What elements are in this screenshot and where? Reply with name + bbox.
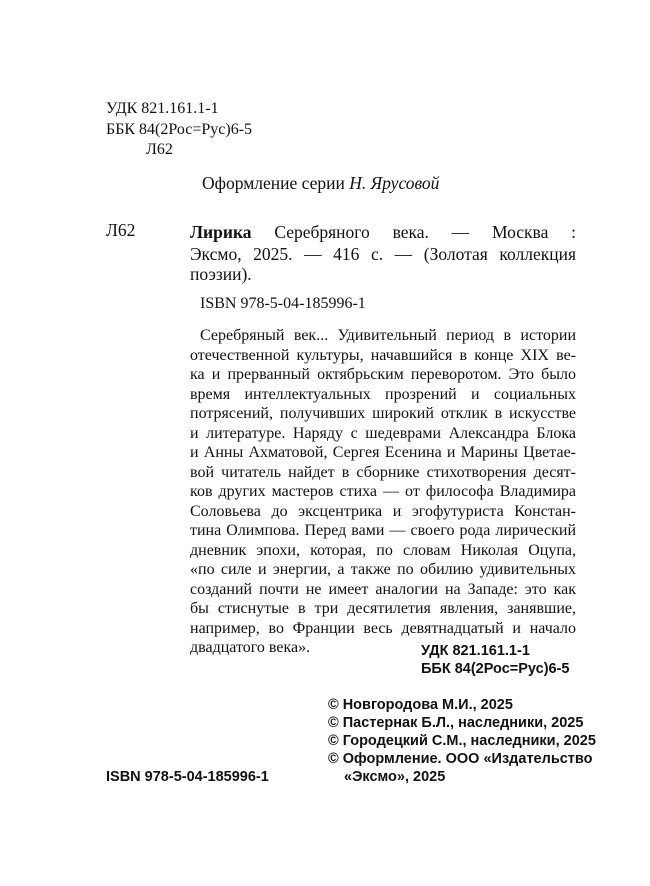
series-designer-name: Н. Ярусовой xyxy=(349,173,440,193)
series-design-credit xyxy=(202,174,439,193)
copyright-line: © Оформление. ООО «Издательство xyxy=(328,751,593,767)
annotation-line: потрясений, получивших широкий отклик в искусстве xyxy=(190,405,576,422)
annotation-line: ка и прерванный октябрьским переворотом. Это было xyxy=(190,366,576,383)
annotation-line: ков других мастеров стиха — от философа Владимира xyxy=(190,483,576,500)
series-design-label: Оформление серии xyxy=(202,173,345,193)
annotation-line: время интеллектуальных прозрений и социальных xyxy=(190,385,576,403)
bottom-udk-code: УДК 821.161.1-1 xyxy=(421,643,530,659)
annotation-line: «по силе и энергии, а также по обилию удивительных xyxy=(190,561,576,578)
bottom-bbk-code: ББК 84(2Рос=Рус)6-5 xyxy=(421,661,570,677)
copyright-line: © Новгородова М.И., 2025 xyxy=(328,697,513,713)
annotation-line: бы стиснутые в три десятилетия явления, занявшие, xyxy=(190,600,576,617)
isbn-bottom: ISBN 978-5-04-185996-1 xyxy=(106,769,269,785)
bbk-code: ББК 84(2Рос=Рус)6-5 xyxy=(106,121,253,138)
bib-record-line-1: Лирика Серебряного века. — Москва : xyxy=(190,222,577,242)
book-title: Лирика xyxy=(190,222,252,242)
annotation-line: и Анны Ахматовой, Сергея Есенина и Марины Цветае- xyxy=(190,444,576,461)
annotation-line: и литературе. Наряду с шедеврами Александра Блока xyxy=(190,424,576,442)
annotation-line: вой читатель найдет в сборнике стихотворения десят- xyxy=(190,463,576,481)
bib-record-line-2: Эксмо, 2025. — 416 с. — (Золотая коллекция xyxy=(190,244,576,264)
copyright-line: «Эксмо», 2025 xyxy=(344,769,446,785)
annotation-line: отечественной культуры, начавшийся в конце XIX ве- xyxy=(190,346,576,364)
bib-record-sign: Л62 xyxy=(106,220,136,240)
annotation-line: созданий почти не имеет аналогии на Западе: это как xyxy=(190,580,576,598)
annotation-line: Соловьева до эксцентрика и эгофутуриста Констан- xyxy=(190,502,576,520)
author-sign: Л62 xyxy=(146,141,173,158)
copyright-line: © Городецкий С.М., наследники, 2025 xyxy=(328,733,596,749)
annotation-line: тина Олимпова. Перед вами — своего рода лирический xyxy=(190,522,576,539)
annotation-line: дневник эпохи, которая, по словам Николая Оцупа, xyxy=(190,541,576,559)
copyright-line: © Пастернак Б.Л., наследники, 2025 xyxy=(328,715,584,731)
udk-code: УДК 821.161.1-1 xyxy=(106,100,219,117)
annotation-line: например, во Франции весь девятнадцатый и начало xyxy=(190,619,576,637)
bib-record-isbn: ISBN 978-5-04-185996-1 xyxy=(200,295,366,312)
annotation-line: двадцатого века». xyxy=(190,639,311,656)
bib-record-line-3: поэзии). xyxy=(190,264,252,284)
annotation-line: Серебряный век... Удивительный период в истории xyxy=(200,327,576,344)
